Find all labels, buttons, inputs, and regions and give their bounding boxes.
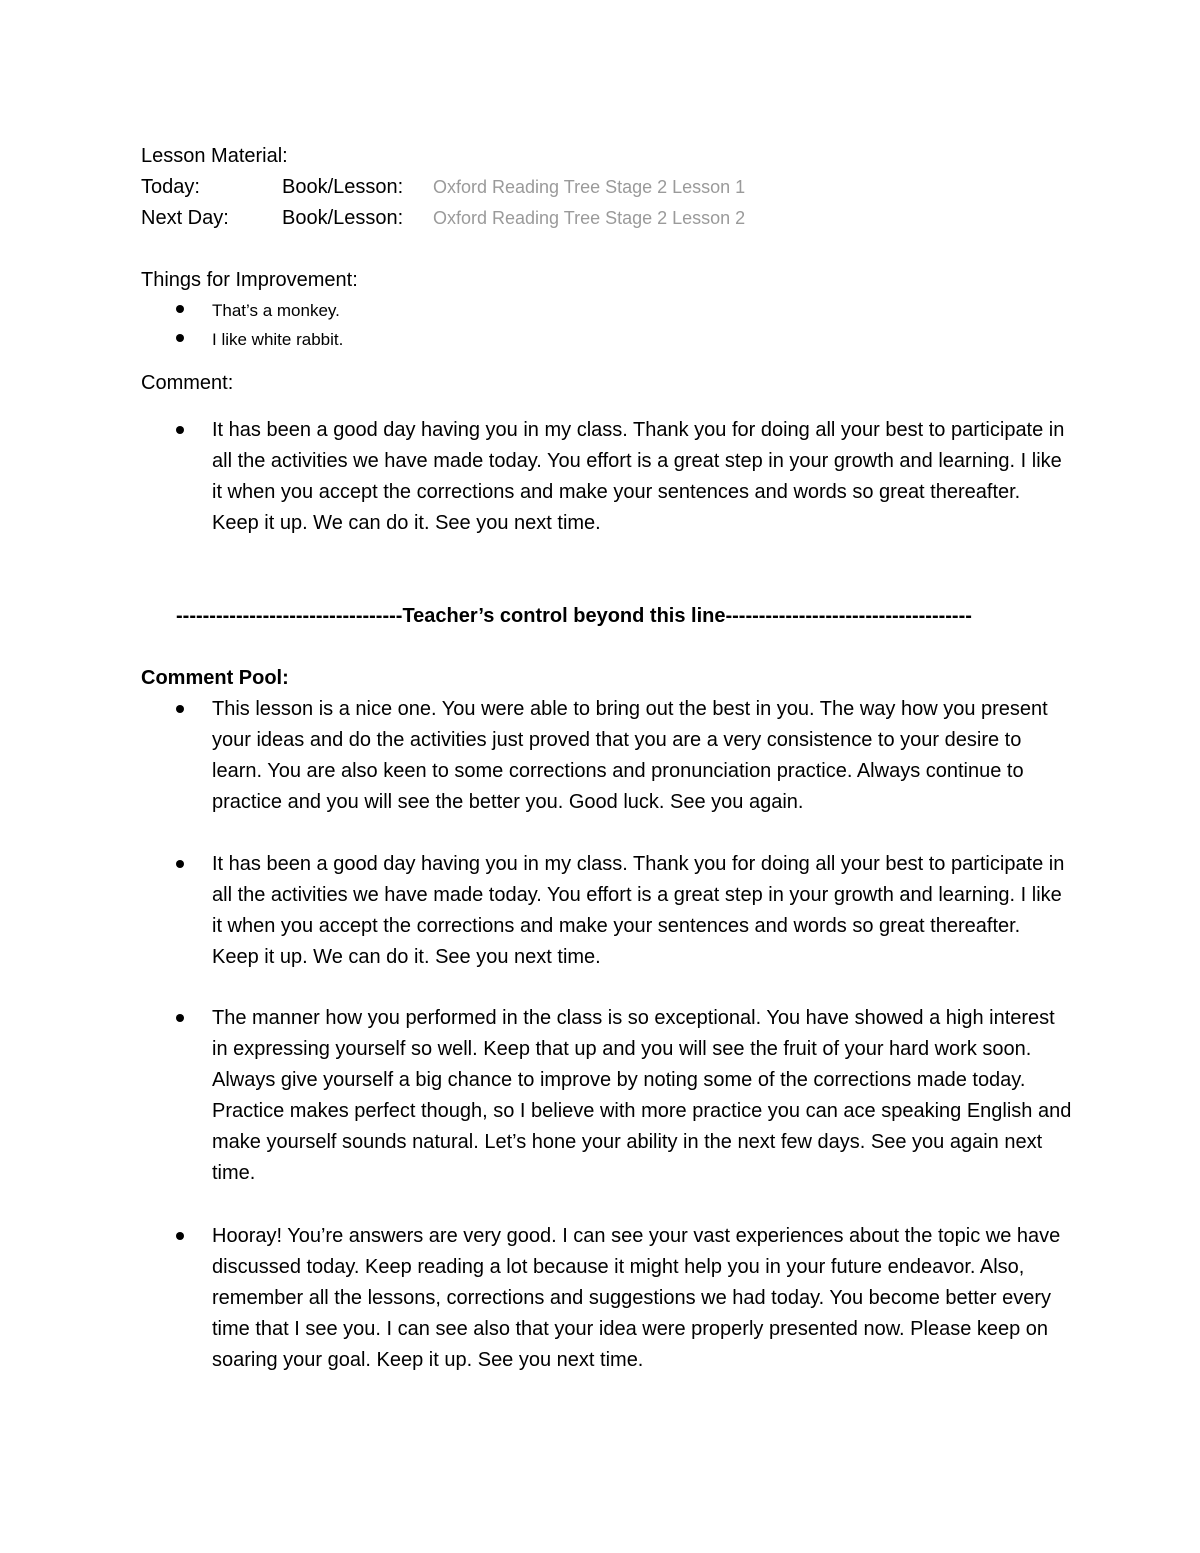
improvement-item: That’s a monkey. (212, 301, 340, 320)
comment-heading: Comment: (141, 372, 234, 394)
lesson-material-heading: Lesson Material: (141, 145, 288, 167)
improvement-item: I like white rabbit. (212, 330, 344, 349)
next-day-book-label: Book/Lesson: (282, 207, 404, 229)
improvement-heading: Things for Improvement: (141, 269, 358, 291)
bullet-icon (176, 305, 184, 313)
comment-pool-item: The manner how you performed in the class is so exceptional. You have showed a high interest in expressing yourself so well. Keep that up and you will see the fruit of your hard work soon. Always give yourself a big chance to improve by noting some of the corrections made today. Practice makes perfect though, so I believe with more practice you can ace speaking English and make yourself sounds natural. Let’s hone your ability in the next few days. See you again next time. (212, 1007, 1072, 1184)
bullet-icon (176, 1232, 184, 1240)
comment-pool-item: This lesson is a nice one. You were able to bring out the best in you. The way how you present your ideas and do the activities just proved that you are a very consistence to your desire to learn. You are also keen to some corrections and pronunciation practice. Always continue to practice and you will see the better you. Good luck. See you again. (212, 698, 1048, 813)
teacher-control-divider: ----------------------------------Teacher’s control beyond this line------------------------------------- (176, 605, 972, 627)
bullet-icon (176, 860, 184, 868)
today-book-label: Book/Lesson: (282, 176, 404, 198)
comment-pool-heading: Comment Pool: (141, 667, 289, 689)
next-day-label: Next Day: (141, 207, 229, 229)
today-book-value: Oxford Reading Tree Stage 2 Lesson 1 (433, 177, 746, 197)
bullet-icon (176, 334, 184, 342)
today-label: Today: (141, 176, 200, 198)
bullet-icon (176, 1014, 184, 1022)
bullet-icon (176, 426, 184, 434)
next-day-book-value: Oxford Reading Tree Stage 2 Lesson 2 (433, 208, 746, 228)
comment-pool-item: Hooray! You’re answers are very good. I can see your vast experiences about the topic we have discussed today. Keep reading a lot because it might help you in your future endeavor. Also, remember all the lessons, corrections and suggestions we had today. You become better every time that I see you. I can see also that your idea were properly presented now. Please keep on soaring your goal. Keep it up. See you next time. (212, 1225, 1061, 1371)
comment-text: It has been a good day having you in my class. Thank you for doing all your best to participate in all the activities we have made today. You effort is a great step in your growth and learning. I like it when you accept the corrections and make your sentences and words so great thereafter. Keep it up. We can do it. See you next time. (212, 419, 1065, 534)
bullet-icon (176, 705, 184, 713)
comment-pool-item: It has been a good day having you in my class. Thank you for doing all your best to participate in all the activities we have made today. You effort is a great step in your growth and learning. I like it when you accept the corrections and make your sentences and words so great thereafter. Keep it up. We can do it. See you next time. (212, 853, 1065, 968)
